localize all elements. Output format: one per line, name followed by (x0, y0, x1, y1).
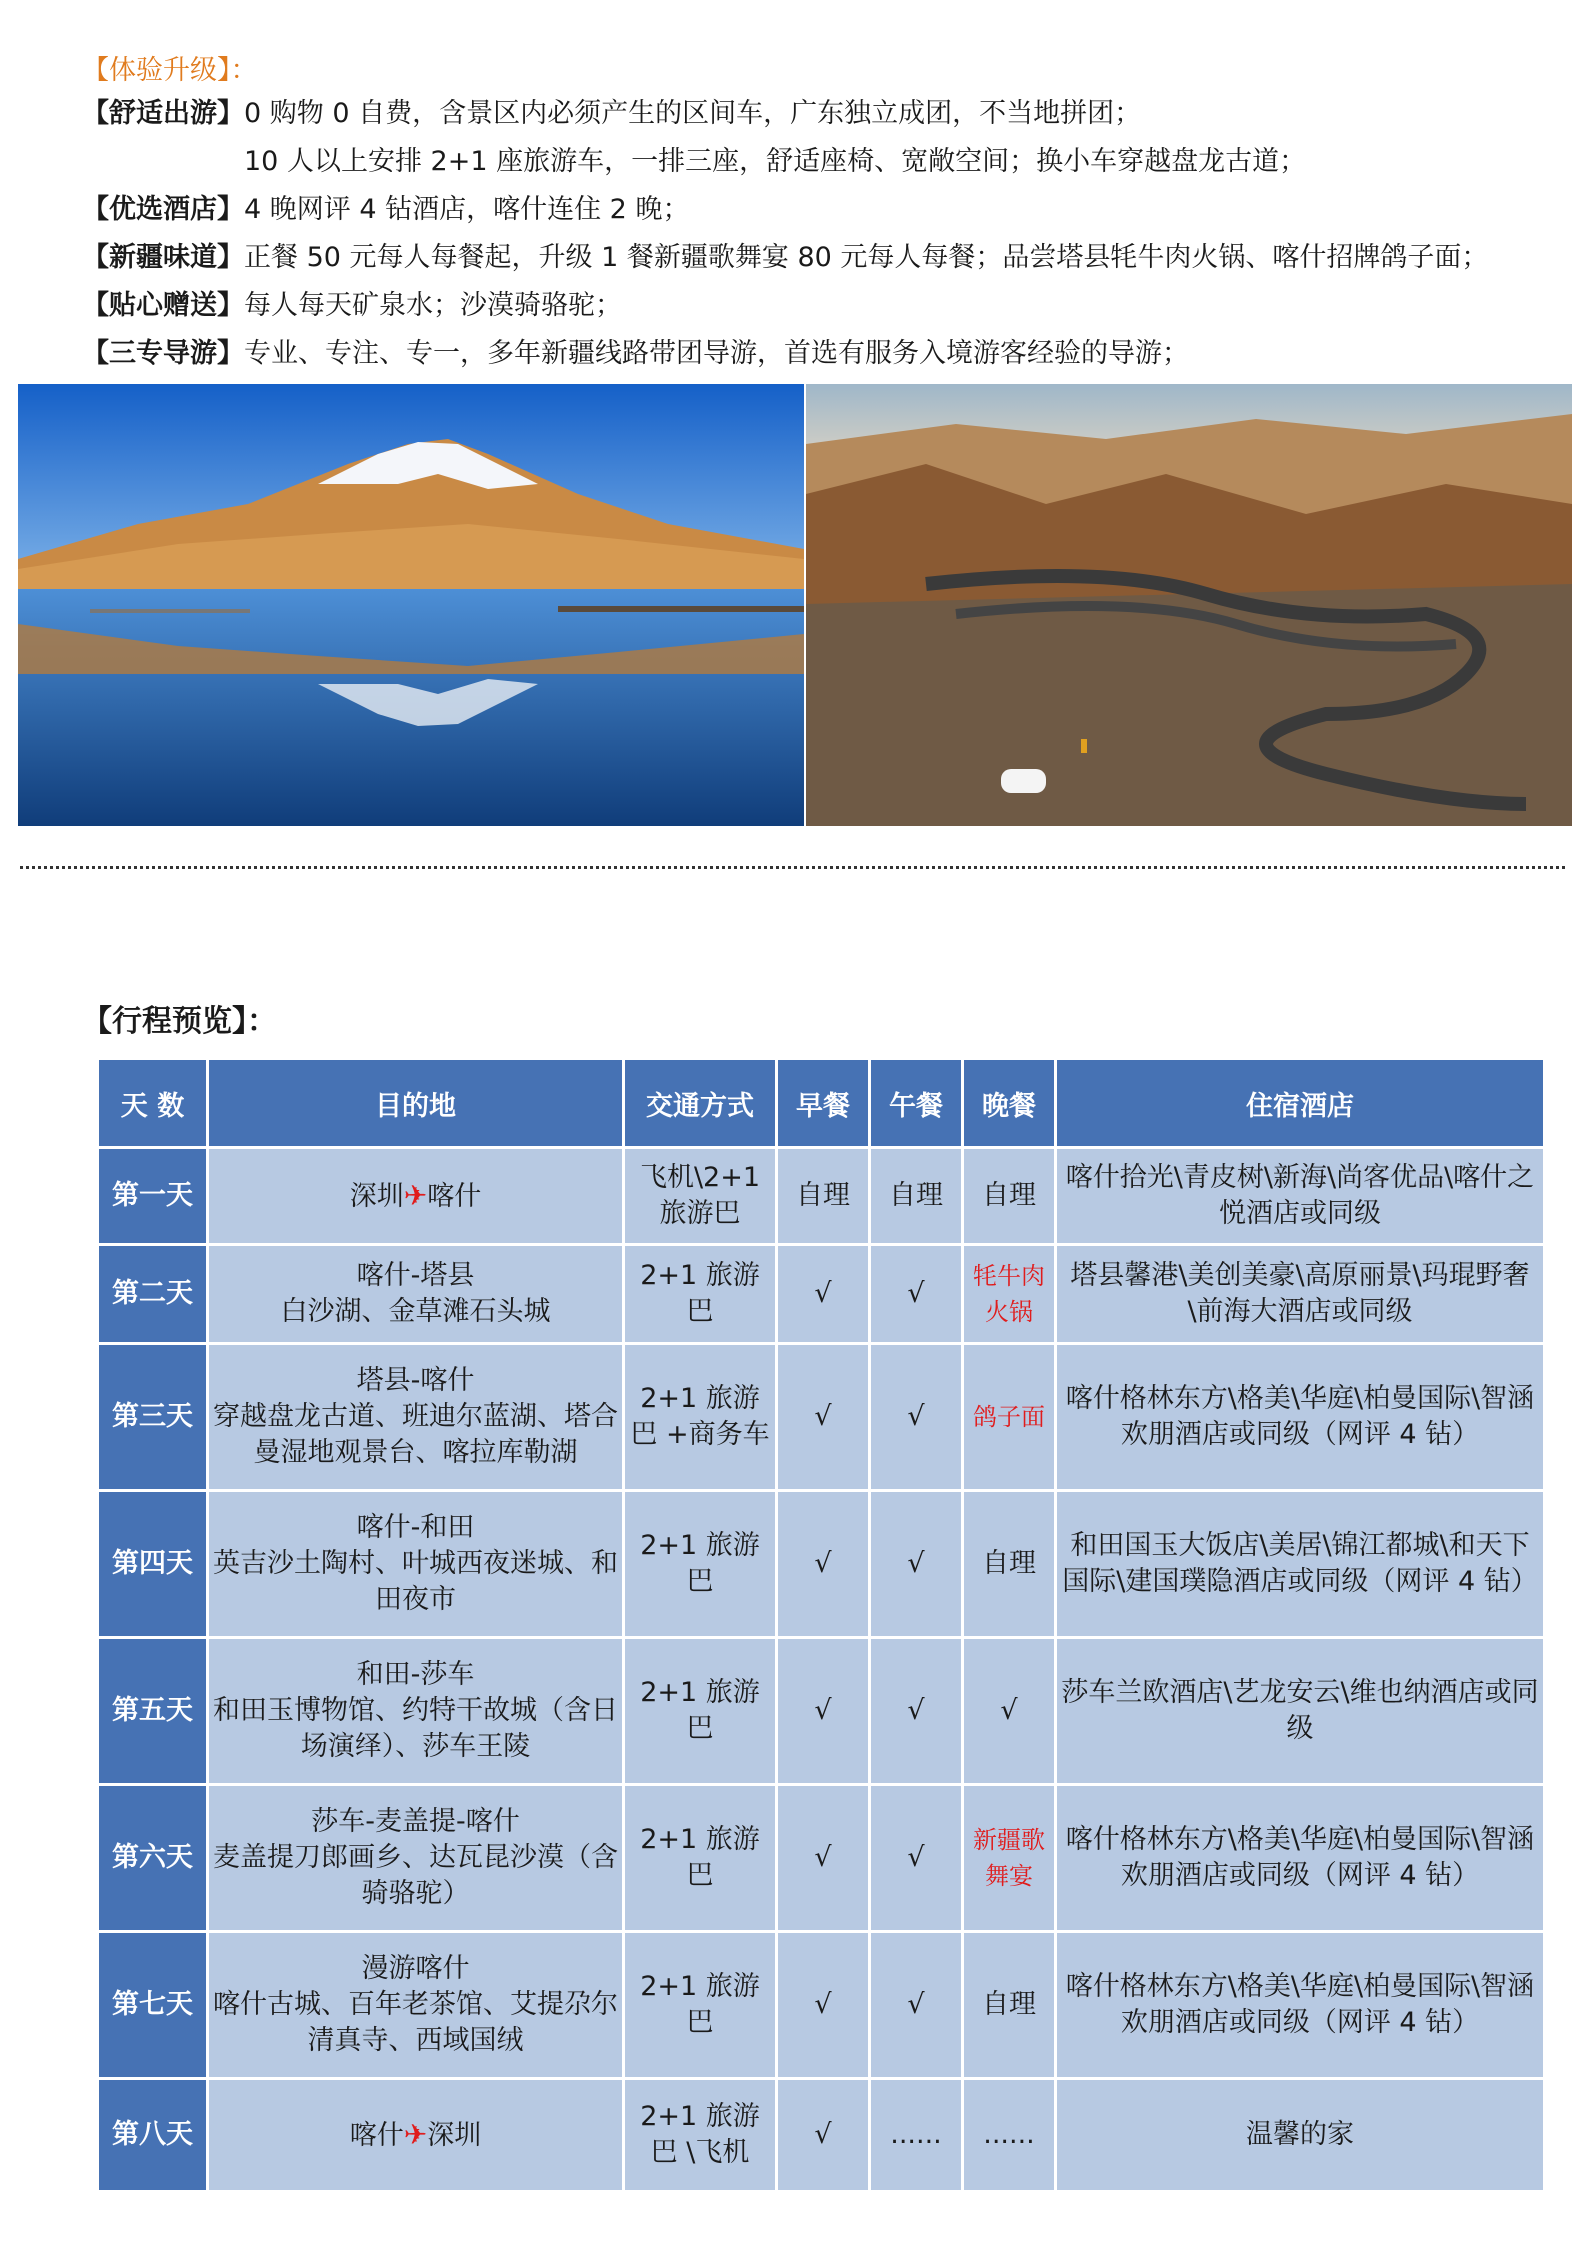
breakfast-cell: √ (778, 1345, 868, 1489)
feature-food (82, 238, 1488, 278)
sights: 穿越盘龙古道、班迪尔蓝湖、塔合曼湿地观景台、喀拉库勒湖 (213, 1401, 618, 1468)
to-city: 深圳 (427, 2119, 482, 2151)
hotel-cell: 喀什格林东方\格美\华庭\柏曼国际\智涵欢朋酒店或同级（网评 4 钻） (1057, 1933, 1543, 2077)
feature-gift (82, 286, 622, 326)
day-cell: 第三天 (99, 1345, 206, 1489)
sights: 麦盖提刀郎画乡、达瓦昆沙漠（含骑骆驼） (213, 1842, 618, 1909)
dinner-cell: 自理 (964, 1149, 1054, 1243)
transport-cell: 2+1 旅游巴 (625, 1492, 775, 1636)
feature-label: 【贴心赠送】 (82, 290, 244, 321)
route: 莎车-麦盖提-喀什 (311, 1806, 520, 1837)
table-row (99, 2080, 1543, 2190)
table-row (99, 1933, 1543, 2077)
destination-cell (209, 1345, 622, 1489)
feature-label: 【新疆味道】 (82, 242, 244, 273)
dinner-cell: 自理 (964, 1933, 1054, 2077)
hotel-cell: 塔县馨港\美创美豪\高原丽景\玛琨野奢\前海大酒店或同级 (1057, 1246, 1543, 1342)
destination-cell (209, 2080, 622, 2190)
sights: 白沙湖、金草滩石头城 (280, 1296, 551, 1327)
day-cell: 第一天 (99, 1149, 206, 1243)
to-city: 喀什 (427, 1180, 482, 1212)
transport-cell: 2+1 旅游巴 \飞机 (625, 2080, 775, 2190)
lunch-cell: ...... (871, 2080, 961, 2190)
route: 漫游喀什 (361, 1953, 470, 1984)
upgrade-title: 【体验升级】： (82, 55, 258, 86)
transport-cell: 2+1 旅游巴 (625, 1639, 775, 1783)
hotel-cell: 温馨的家 (1057, 2080, 1543, 2190)
hotel-cell: 和田国玉大饭店\美居\锦江都城\和天下国际\建国璞隐酒店或同级（网评 4 钻） (1057, 1492, 1543, 1636)
day-cell: 第六天 (99, 1786, 206, 1930)
feature-text: 0 购物 0 自费，含景区内必须产生的区间车，广东独立成团，不当地拼团； (244, 98, 1142, 129)
table-row (99, 1149, 1543, 1243)
destination-cell (209, 1246, 622, 1342)
lunch-cell: √ (871, 1639, 961, 1783)
dinner-cell: 鸽子面 (964, 1345, 1054, 1489)
from-city: 喀什 (349, 2119, 404, 2151)
hotel-cell: 喀什格林东方\格美\华庭\柏曼国际\智涵欢朋酒店或同级（网评 4 钻） (1057, 1345, 1543, 1489)
sights: 喀什古城、百年老茶馆、艾提尕尔清真寺、西域国绒 (213, 1989, 618, 2056)
lunch-cell: √ (871, 1786, 961, 1930)
breakfast-cell: 自理 (778, 1149, 868, 1243)
header-transport: 交通方式 (625, 1060, 775, 1146)
lunch-cell: √ (871, 1246, 961, 1342)
lunch-cell: √ (871, 1933, 961, 2077)
table-row (99, 1492, 1543, 1636)
table-row (99, 1639, 1543, 1783)
feature-hotel (82, 190, 689, 230)
destination-cell (209, 1492, 622, 1636)
header-destination: 目的地 (209, 1060, 622, 1146)
dinner-cell: √ (964, 1639, 1054, 1783)
airplane-icon: ✈ (403, 1178, 428, 1212)
hotel-cell: 喀什拾光\青皮树\新海\尚客优品\喀什之悦酒店或同级 (1057, 1149, 1543, 1243)
transport-cell: 2+1 旅游巴 (625, 1933, 775, 2077)
lunch-cell: √ (871, 1492, 961, 1636)
route: 和田-莎车 (356, 1659, 475, 1690)
feature-text: 4 晚网评 4 钻酒店，喀什连住 2 晚； (244, 194, 690, 225)
feature-guide (82, 334, 1189, 374)
dinner-cell: 牦牛肉火锅 (964, 1246, 1054, 1342)
table-row (99, 1786, 1543, 1930)
lunch-cell: 自理 (871, 1149, 961, 1243)
day-cell: 第八天 (99, 2080, 206, 2190)
table-header-row (99, 1060, 1543, 1146)
transport-cell: 飞机\2+1 旅游巴 (625, 1149, 775, 1243)
feature-label: 【优选酒店】 (82, 194, 244, 225)
header-breakfast: 早餐 (778, 1060, 868, 1146)
destination-cell (209, 1149, 622, 1243)
day-cell: 第五天 (99, 1639, 206, 1783)
breakfast-cell: √ (778, 2080, 868, 2190)
breakfast-cell: √ (778, 1933, 868, 2077)
day-cell: 第四天 (99, 1492, 206, 1636)
dinner-cell: 新疆歌舞宴 (964, 1786, 1054, 1930)
transport-cell: 2+1 旅游巴 (625, 1786, 775, 1930)
airplane-icon: ✈ (403, 2117, 428, 2151)
feature-text: 每人每天矿泉水；沙漠骑骆驼； (244, 290, 622, 321)
table-row (99, 1345, 1543, 1489)
route: 塔县-喀什 (356, 1365, 475, 1396)
lunch-cell: √ (871, 1345, 961, 1489)
dinner-cell: 自理 (964, 1492, 1054, 1636)
transport-cell: 2+1 旅游巴 (625, 1246, 775, 1342)
feature-text: 专业、专注、专一，多年新疆线路带团导游，首选有服务入境游客经验的导游； (244, 338, 1189, 369)
dotted-divider (20, 866, 1565, 869)
breakfast-cell: √ (778, 1492, 868, 1636)
breakfast-cell: √ (778, 1639, 868, 1783)
hotel-cell: 莎车兰欧酒店\艺龙安云\维也纳酒店或同级 (1057, 1639, 1543, 1783)
preview-title: 【行程预览】： (82, 1004, 277, 1039)
breakfast-cell: √ (778, 1786, 868, 1930)
sights: 英吉沙土陶村、叶城西夜迷城、和田夜市 (213, 1548, 618, 1615)
feature-comfort-cont: 10 人以上安排 2+1 座旅游车，一排三座，舒适座椅、宽敞空间；换小车穿越盘龙古道； (244, 146, 1307, 177)
photo-winding-road (806, 384, 1572, 826)
from-city: 深圳 (349, 1180, 404, 1212)
photo-snow-mountain-lake (18, 384, 804, 826)
header-hotel: 住宿酒店 (1057, 1060, 1543, 1146)
destination-cell (209, 1639, 622, 1783)
dinner-cell: ...... (964, 2080, 1054, 2190)
header-day: 天 数 (99, 1060, 206, 1146)
table-row (99, 1246, 1543, 1342)
sights: 和田玉博物馆、约特干故城（含日场演绎）、莎车王陵 (213, 1695, 618, 1762)
feature-comfort (82, 94, 1141, 134)
breakfast-cell: √ (778, 1246, 868, 1342)
destination-cell (209, 1786, 622, 1930)
feature-label: 【三专导游】 (82, 338, 244, 369)
destination-cell (209, 1933, 622, 2077)
hotel-cell: 喀什格林东方\格美\华庭\柏曼国际\智涵欢朋酒店或同级（网评 4 钻） (1057, 1786, 1543, 1930)
route: 喀什-塔县 (356, 1260, 475, 1291)
route: 喀什-和田 (356, 1512, 475, 1543)
itinerary-table (96, 1057, 1546, 2193)
feature-label: 【舒适出游】 (82, 98, 244, 129)
day-cell: 第二天 (99, 1246, 206, 1342)
feature-text: 正餐 50 元每人每餐起，升级 1 餐新疆歌舞宴 80 元每人每餐；品尝塔县牦牛肉火锅、喀什招牌鸽子面； (244, 242, 1489, 273)
transport-cell: 2+1 旅游巴 +商务车 (625, 1345, 775, 1489)
header-dinner: 晚餐 (964, 1060, 1054, 1146)
header-lunch: 午餐 (871, 1060, 961, 1146)
day-cell: 第七天 (99, 1933, 206, 2077)
